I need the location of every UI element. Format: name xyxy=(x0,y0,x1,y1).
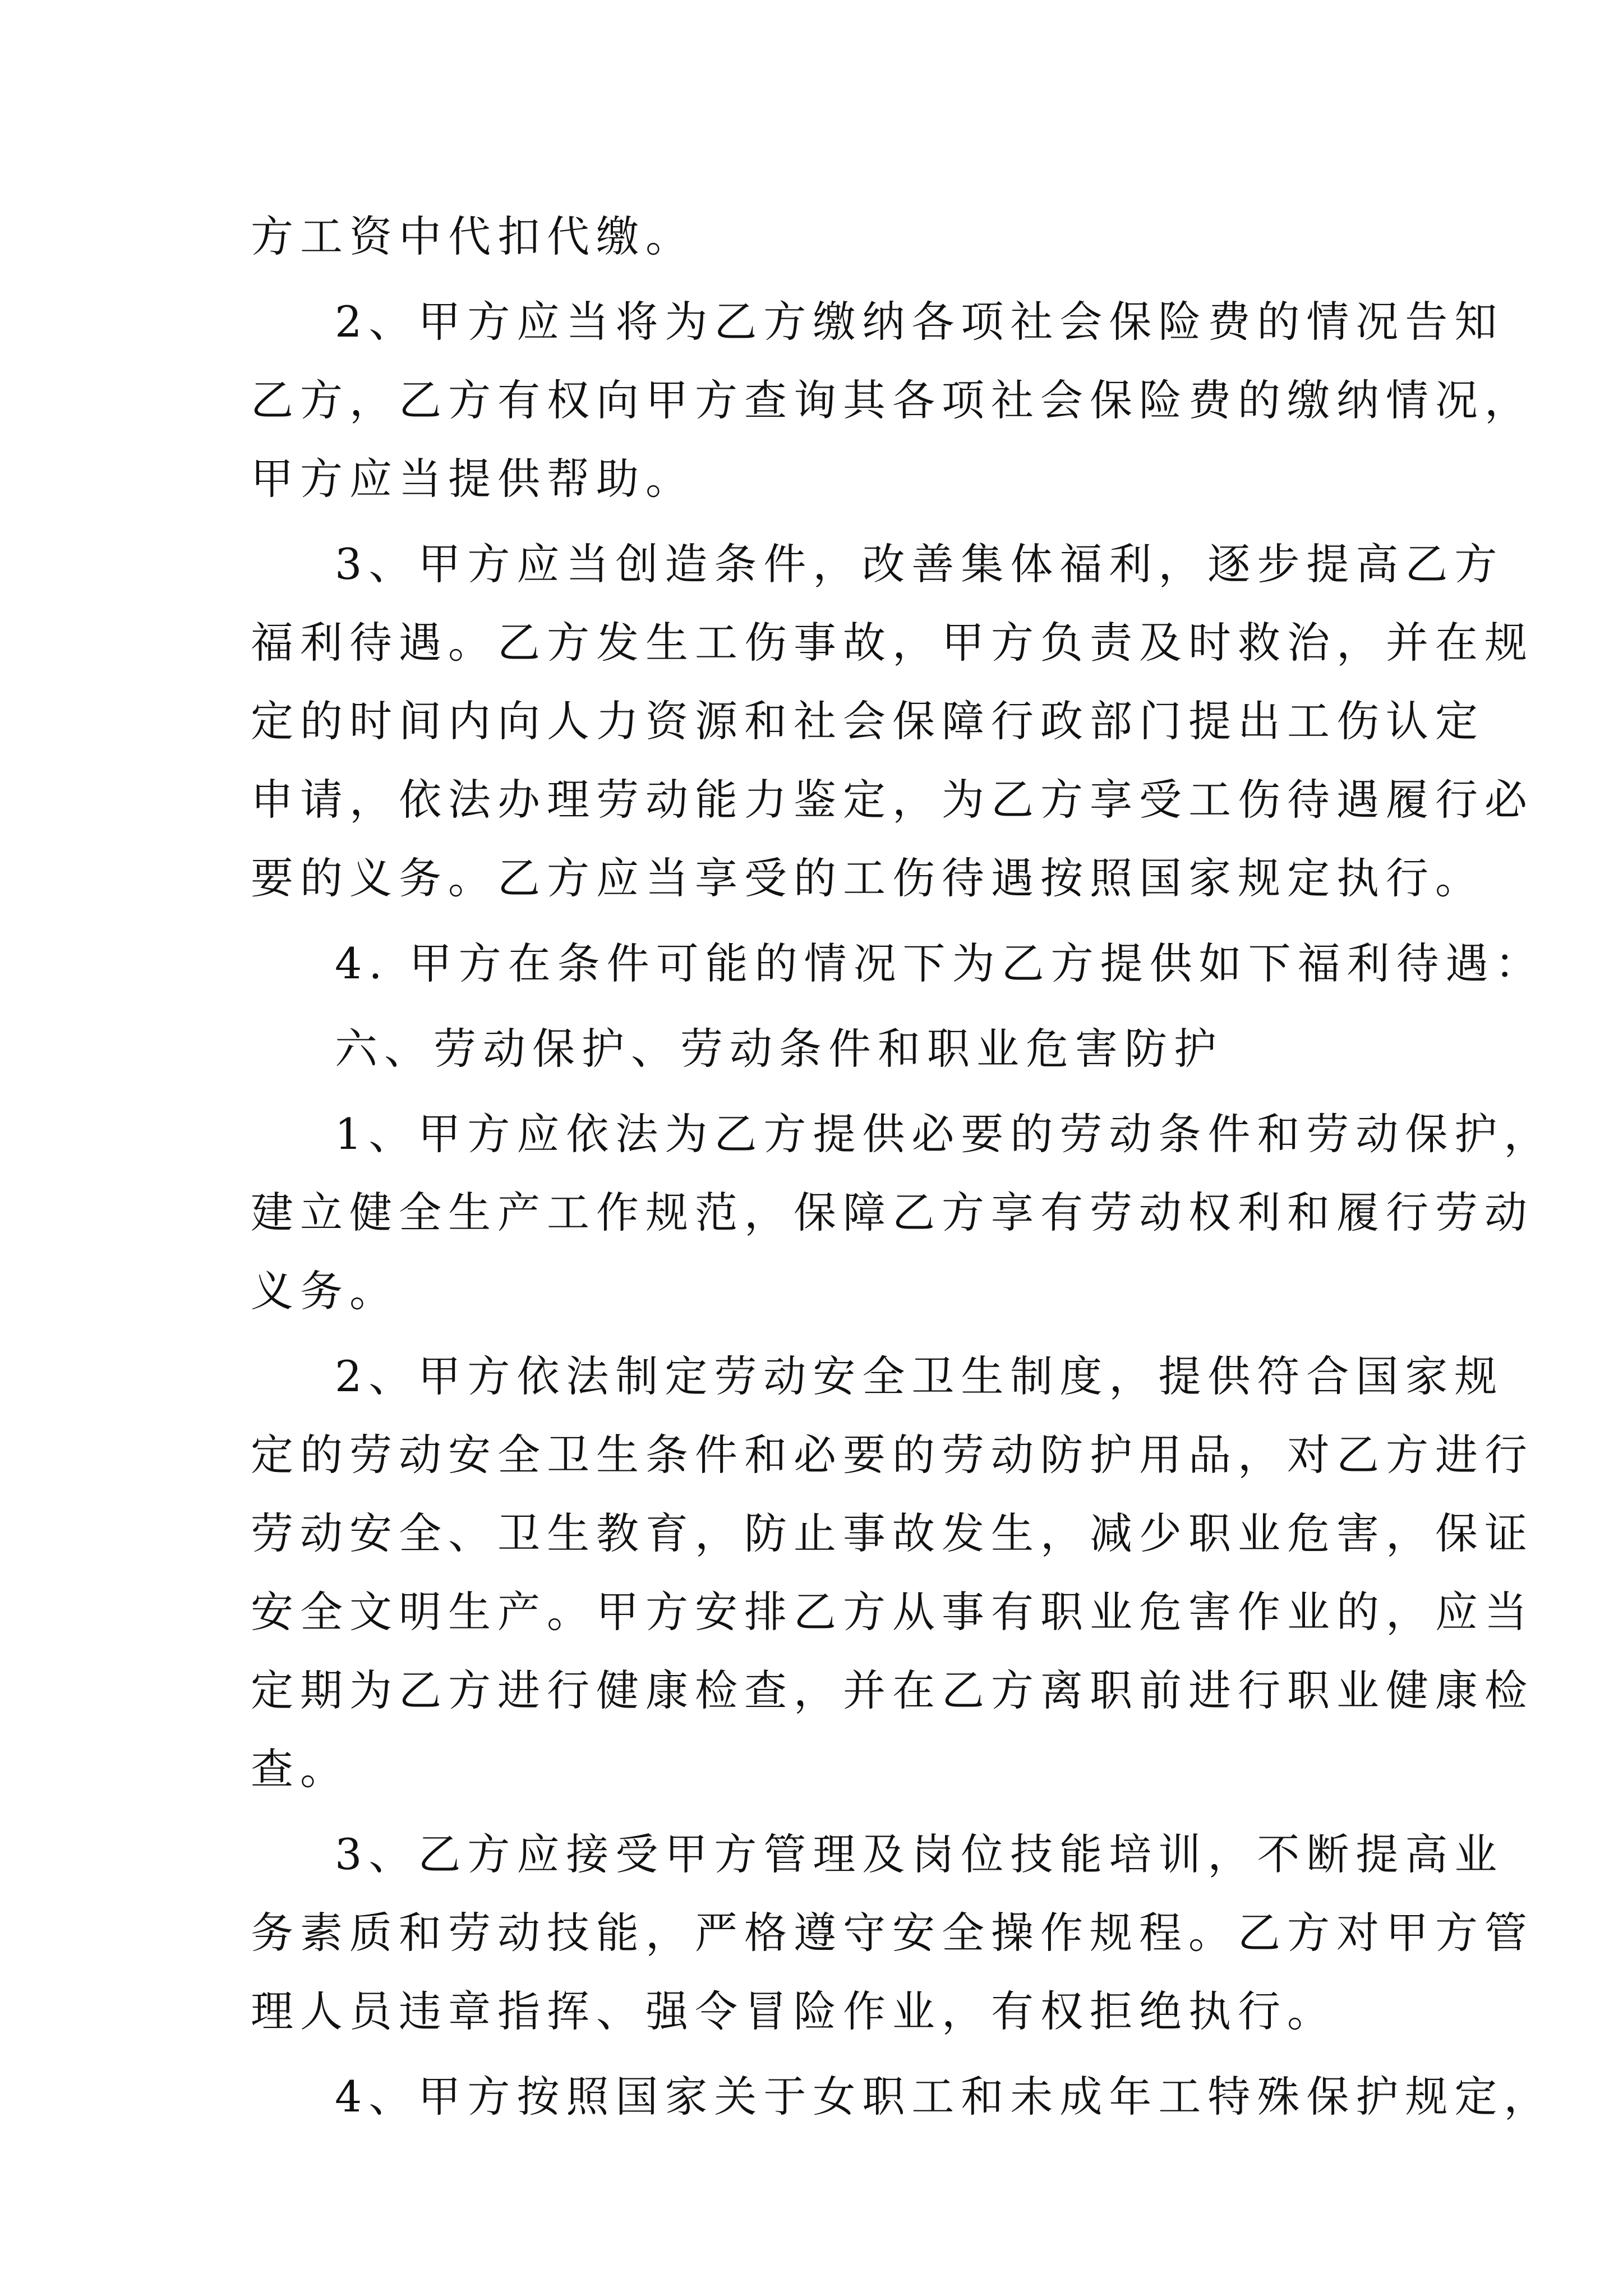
text-line: 4、甲方按照国家关于女职工和未成年工特殊保护规定， xyxy=(335,2072,1553,2122)
text-line: 3、乙方应接受甲方管理及岗位技能培训，不断提高业 xyxy=(335,1829,1504,1879)
text-line: 2、甲方应当将为乙方缴纳各项社会保险费的情况告知 xyxy=(335,297,1504,347)
text-line: 甲方应当提供帮助。 xyxy=(251,454,695,504)
document-body xyxy=(251,197,1553,2136)
text-line: 定期为乙方进行健康检查，并在乙方离职前进行职业健康检 xyxy=(251,1665,1534,1715)
text-line: 理人员违章指挥、强令冒险作业，有权拒绝执行。 xyxy=(251,1986,1336,2036)
text-line: 申请，依法办理劳动能力鉴定，为乙方享受工伤待遇履行必 xyxy=(251,775,1534,825)
text-line: 方工资中代扣代缴。 xyxy=(251,211,695,261)
text-line: 定的时间内向人力资源和社会保障行政部门提出工伤认定 xyxy=(251,696,1484,746)
text-line: 4. 甲方在条件可能的情况下为乙方提供如下福利待遇： xyxy=(335,938,1544,988)
text-line: 2、甲方依法制定劳动安全卫生制度，提供符合国家规 xyxy=(335,1351,1504,1401)
text-line: 1、甲方应依法为乙方提供必要的劳动条件和劳动保护， xyxy=(335,1109,1553,1159)
text-line: 乙方，乙方有权向甲方查询其各项社会保险费的缴纳情况， xyxy=(251,375,1534,425)
text-line: 查。 xyxy=(251,1744,349,1794)
text-line: 务素质和劳动技能，严格遵守安全操作规程。乙方对甲方管 xyxy=(251,1908,1534,1958)
text-line: 3、甲方应当创造条件，改善集体福利，逐步提高乙方 xyxy=(335,539,1504,589)
text-line: 定的劳动安全卫生条件和必要的劳动防护用品，对乙方进行 xyxy=(251,1430,1534,1480)
text-line: 要的义务。乙方应当享受的工伤待遇按照国家规定执行。 xyxy=(251,853,1484,903)
text-line: 建立健全生产工作规范，保障乙方享有劳动权利和履行劳动 xyxy=(251,1188,1534,1237)
text-line: 义务。 xyxy=(251,1266,399,1316)
text-line: 劳动安全、卫生教育，防止事故发生，减少职业危害，保证 xyxy=(251,1508,1534,1558)
text-line: 安全文明生产。甲方安排乙方从事有职业危害作业的，应当 xyxy=(251,1587,1534,1637)
text-line: 六、劳动保护、劳动条件和职业危害防护 xyxy=(335,1024,1223,1074)
text-line: 福利待遇。乙方发生工伤事故，甲方负责及时救治，并在规 xyxy=(251,618,1534,668)
